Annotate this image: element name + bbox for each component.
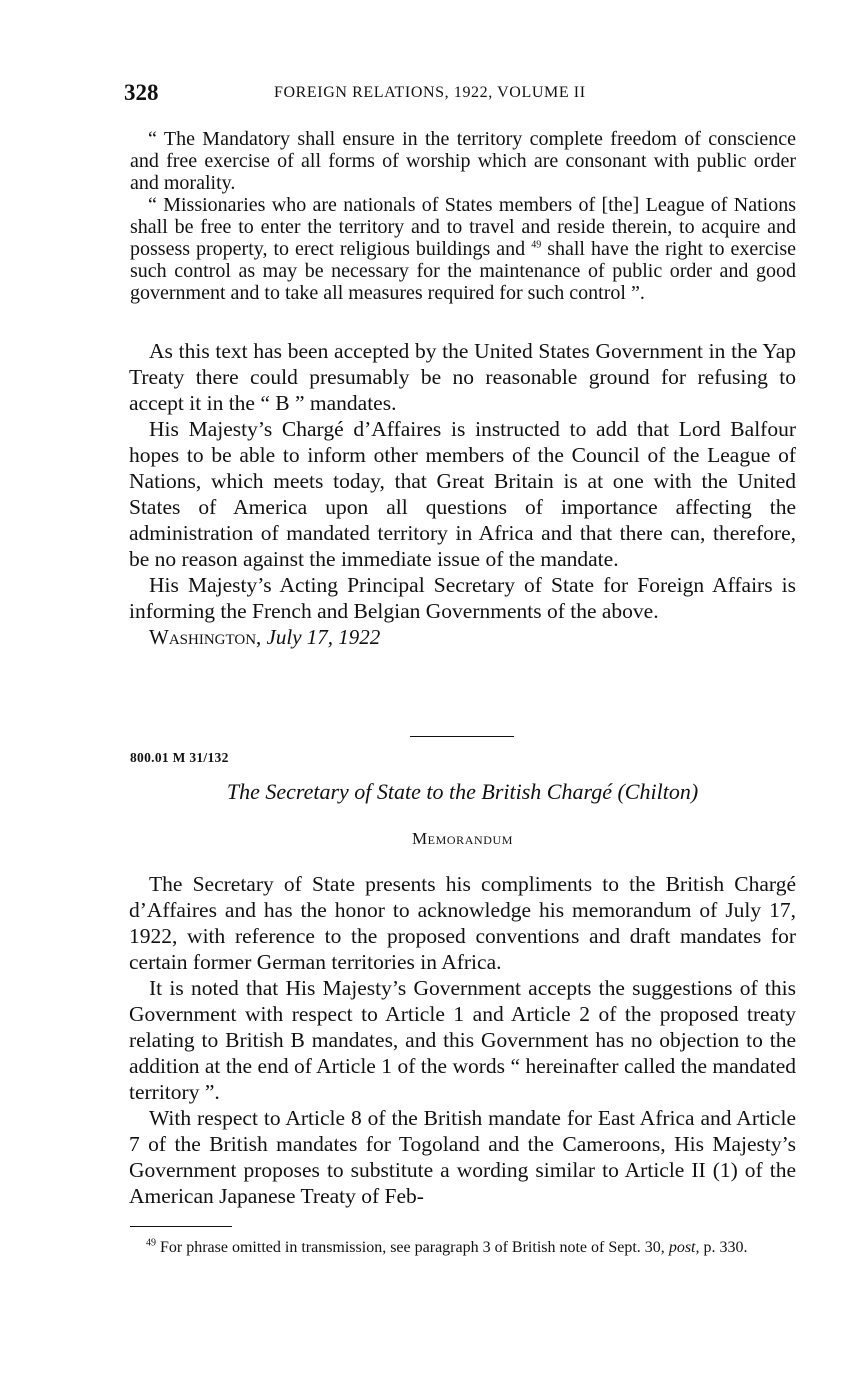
british-memorandum-body [129, 338, 796, 650]
signature-date: July 17, 1922 [266, 625, 381, 649]
body-paragraph: His Majesty’s Chargé d’Affaires is instructed to add that Lord Balfour hopes to be able to inform other members of the Council of the League of Nations, which meets today, that Great Britain is at one with the United States of America upon all questions of importance affecting the administration of mandated territory in Africa and that there can, therefore, be no reason against the immediate issue of the mandate. [129, 417, 796, 571]
file-number: 800.01 M 31/132 [130, 750, 229, 765]
footnote-paragraph [130, 1238, 798, 1257]
quoted-mandate-text [130, 128, 796, 304]
us-memorandum-body [129, 871, 796, 1209]
footnote-text: p. 330. [703, 1239, 748, 1256]
signature-place: Washington, [149, 625, 262, 649]
body-paragraph: The Secretary of State presents his compliments to the British Chargé d’Affaires and has the honor to acknowledge his memorandum of July 17, 1922, with reference to the proposed conventions and draft mandates for certain former German territories in Africa. [129, 872, 796, 974]
footnote-post: post, [668, 1239, 700, 1256]
body-paragraph: With respect to Article 8 of the British mandate for East Africa and Article 7 of the British mandates for Togoland and the Cameroons, His Majesty’s Government proposes to substitute a wording similar to Article II (1) of the American Japanese Treaty of Feb- [129, 1106, 796, 1208]
quote-text: shall have the right to exercise such control as may be necessary for the maintenance of public order and good government and to take all measures required for such control ”. [130, 238, 796, 304]
page-header [124, 80, 799, 110]
signature-line [129, 624, 796, 650]
footnote-text: For phrase omitted in transmission, see paragraph 3 of British note of Sept. 30, [160, 1239, 665, 1256]
footnote-reference: 49 [531, 239, 542, 251]
body-paragraph: His Majesty’s Acting Principal Secretary of State for Foreign Affairs is informing the French and Belgian Governments of the above. [129, 573, 796, 623]
footnote-number: 49 [146, 1237, 156, 1249]
quote-paragraph [130, 194, 796, 304]
document-title: The Secretary of State to the British Chargé (Chilton) [226, 779, 699, 804]
section-divider [410, 736, 514, 737]
running-title: FOREIGN RELATIONS, 1922, VOLUME II [274, 84, 586, 101]
footnote-divider [130, 1226, 232, 1227]
page-number: 328 [124, 80, 159, 105]
footnote [130, 1238, 798, 1257]
quote-paragraph: “ The Mandatory shall ensure in the territory complete freedom of conscience and free exercise of all forms of worship which are consonant with public order and morality. [130, 128, 796, 194]
body-paragraph: It is noted that His Majesty’s Government accepts the suggestions of this Government with respect to Article 1 and Article 2 of the proposed treaty relating to British B mandates, and this Government has no objection to the addition at the end of Article 1 of the words “ hereinafter called the mandated territory ”. [129, 976, 796, 1104]
memorandum-heading: Memorandum [411, 829, 514, 848]
body-paragraph: As this text has been accepted by the United States Government in the Yap Treaty there could presumably be no reasonable ground for refusing to accept it in the “ B ” mandates. [129, 339, 796, 415]
quote-text: “ Missionaries who are nationals of States members of [the] League of Nations shall be free to enter the territory and to travel and reside therein, to acquire and possess property, to erect religious buildings and [130, 194, 796, 260]
